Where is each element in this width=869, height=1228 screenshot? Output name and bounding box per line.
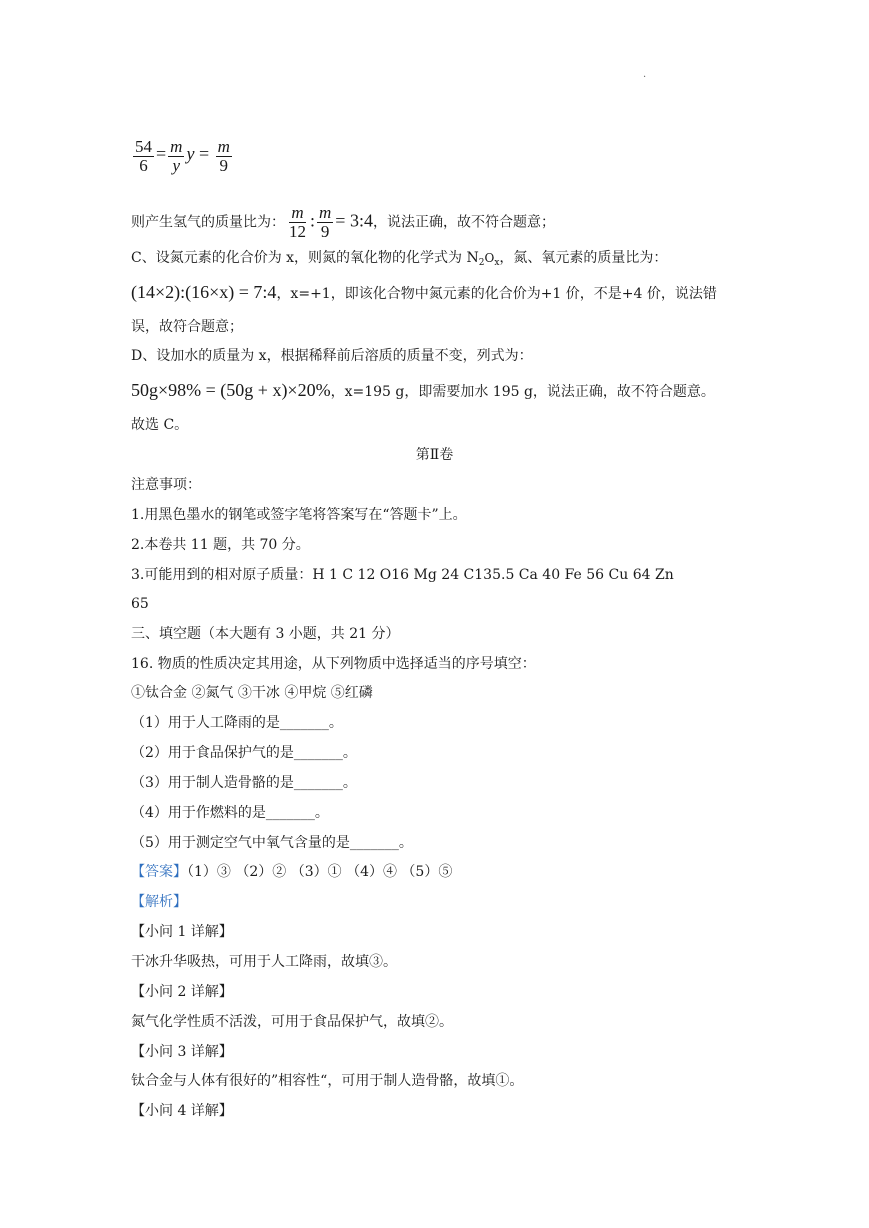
answer-label: 【答案】 — [131, 864, 187, 880]
fraction: $\frac{m}{9}$ — [217, 137, 230, 175]
sub-heading-2: 【小问 2 详解】 — [131, 984, 233, 1000]
answer-line — [131, 862, 452, 882]
analysis-label: 【解析】 — [131, 894, 187, 910]
question-16: 16. 物质的性质决定其用途，从下列物质中选择适当的序号填空： — [131, 656, 536, 672]
answer-text: （1）③ （2）② （3）① （4）④ （5）⑤ — [187, 864, 453, 880]
equation-dilution: 50g×98% = (50g + x)×20% — [131, 380, 331, 400]
equation-ratio: $\frac{54}{6}$ = $\frac{m}{y}$ y = $\frac{m}{9}$ — [135, 137, 230, 175]
sub-question-2: （2）用于食品保护气的是_______。 — [131, 745, 357, 761]
choose-line: 故选 C。 — [131, 417, 189, 433]
fraction: $\frac{m}{9}$ — [319, 203, 332, 241]
sub-question-1: （1）用于人工降雨的是_______。 — [131, 715, 343, 731]
part-3-heading: 三、填空题（本大题有 3 小题，共 21 分） — [131, 626, 400, 642]
option-c-line-1: C、设氮元素的化合价为 x，则氮的氧化物的化学式为 $N_2O_x$，氮、氧元素的质量比为： — [131, 250, 668, 268]
fraction: $\frac{m}{y}$ — [170, 137, 183, 175]
option-d-line-1: D、设加水的质量为 x，根据稀释前后溶质的质量不变，列式为： — [131, 348, 533, 364]
hydrogen-ratio-line: 则产生氢气的质量比为： $\frac{m}{12}$ : $\frac{m}{9}$ = 3:4，说法正确，故不符合题意； — [131, 203, 555, 241]
equation-valence: (14×2):(16×x) = 7:4 — [131, 282, 277, 302]
note-3-cont: 65 — [131, 596, 149, 612]
note-1: 1.用黑色墨水的钢笔或签字笔将答案写在“答题卡”上。 — [131, 507, 467, 523]
sub-question-4: （4）用于作燃料的是_______。 — [131, 805, 329, 821]
sub-question-5: （5）用于测定空气中氧气含量的是_______。 — [131, 835, 413, 851]
note-2: 2.本卷共 11 题，共 70 分。 — [131, 537, 310, 553]
option-c-line-2: (14×2):(16×x) = 7:4，x=+1，即该化合物中氮元素的化合价为+1 价，不是+4 价，说法错 — [131, 282, 717, 302]
options-list: ①钛合金 ②氮气 ③干冰 ④甲烷 ⑤红磷 — [131, 685, 373, 701]
fraction: $\frac{54}{6}$ — [135, 137, 152, 175]
fraction: $\frac{m}{12}$ — [289, 203, 306, 241]
sub-question-3: （3）用于制人造骨骼的是_______。 — [131, 775, 357, 791]
sub-heading-1: 【小问 1 详解】 — [131, 924, 233, 940]
sub-heading-3: 【小问 3 详解】 — [131, 1044, 233, 1060]
notes-title: 注意事项： — [131, 477, 201, 493]
section-title: 第Ⅱ卷 — [415, 447, 454, 463]
explanation-3: 钛合金与人体有很好的”相容性“，可用于制人造骨骼，故填①。 — [131, 1073, 524, 1089]
option-d-line-2: 50g×98% = (50g + x)×20%，x=195 g，即需要加水 195 g，说法正确，故不符合题意。 — [131, 380, 715, 400]
explanation-1: 干冰升华吸热，可用于人工降雨，故填③。 — [131, 954, 397, 970]
explanation-2: 氮气化学性质不活泼，可用于食品保护气，故填②。 — [131, 1014, 453, 1030]
option-c-line-3: 误，故符合题意； — [131, 319, 243, 335]
header-mark: · — [643, 72, 647, 83]
note-3: 3.可能用到的相对原子质量：H 1 C 12 O16 Mg 24 C135.5 Ca 40 Fe 56 Cu 64 Zn — [131, 567, 674, 583]
sub-heading-4: 【小问 4 详解】 — [131, 1103, 233, 1119]
